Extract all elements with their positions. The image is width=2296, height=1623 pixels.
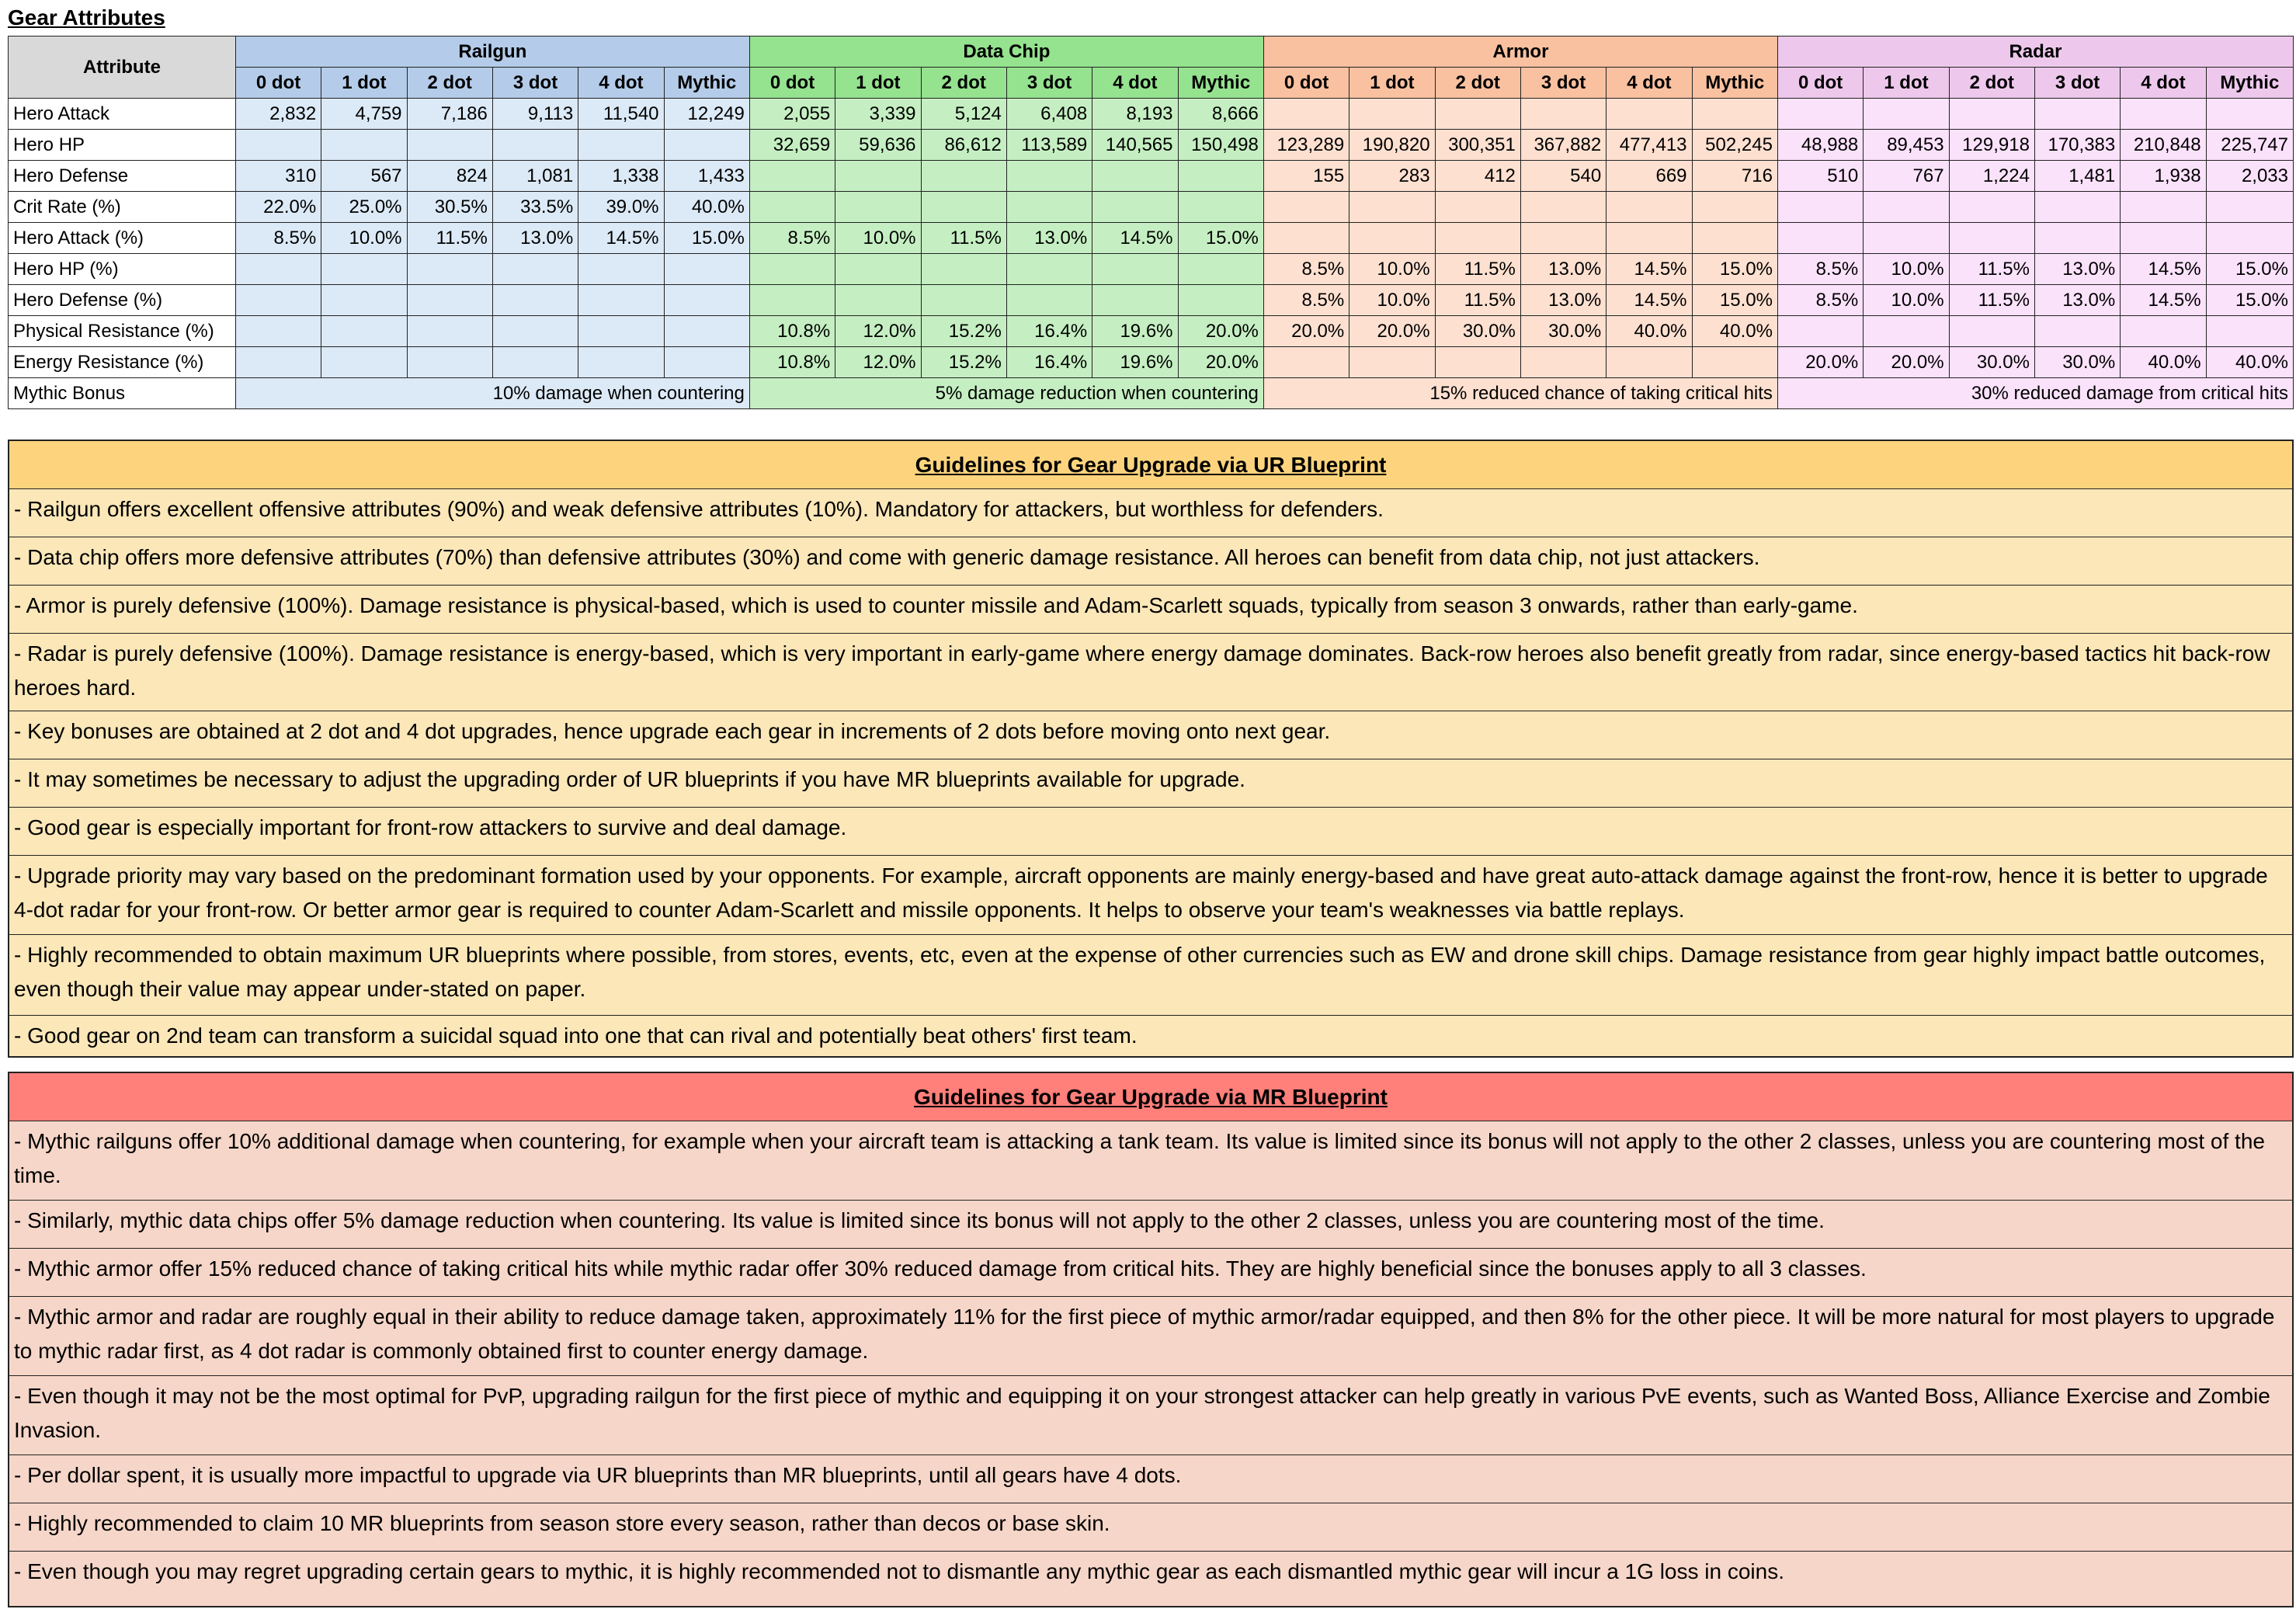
value-cell: 477,413: [1607, 130, 1692, 161]
value-cell: 13.0%: [2034, 285, 2120, 316]
value-cell: 15.0%: [1692, 254, 1777, 285]
mr-guidelines-box: [8, 1072, 2294, 1607]
guideline-item: - Key bonuses are obtained at 2 dot and 4 dot upgrades, hence upgrade each gear in increments of 2 dots before moving onto next gear.: [9, 711, 2292, 759]
guideline-item: - Mythic armor offer 15% reduced chance of taking critical hits while mythic radar offer 30% reduced damage from critical hits. They are highly beneficial since the bonuses apply to all 3 classes.: [9, 1249, 2292, 1297]
value-cell: 40.0%: [2121, 347, 2206, 378]
level-header-radar: 2 dot: [1949, 68, 2034, 99]
value-cell: [749, 285, 835, 316]
level-header-radar: 4 dot: [2121, 68, 2206, 99]
value-cell: [1864, 316, 1949, 347]
value-cell: [1520, 192, 1606, 223]
attribute-header: Attribute: [9, 36, 236, 99]
value-cell: [1607, 347, 1692, 378]
row-label: Crit Rate (%): [9, 192, 236, 223]
value-cell: 123,289: [1263, 130, 1349, 161]
value-cell: 367,882: [1520, 130, 1606, 161]
level-header-datachip: 1 dot: [835, 68, 921, 99]
value-cell: [1349, 347, 1435, 378]
level-header-datachip: Mythic: [1178, 68, 1263, 99]
value-cell: 40.0%: [664, 192, 749, 223]
value-cell: [2034, 316, 2120, 347]
value-cell: [492, 285, 578, 316]
level-header-datachip: 4 dot: [1092, 68, 1178, 99]
value-cell: 210,848: [2121, 130, 2206, 161]
value-cell: [1864, 192, 1949, 223]
value-cell: [1092, 192, 1178, 223]
value-cell: 13.0%: [492, 223, 578, 254]
value-cell: 14.5%: [1607, 254, 1692, 285]
value-cell: [492, 254, 578, 285]
level-header-armor: 4 dot: [1607, 68, 1692, 99]
value-cell: [1349, 99, 1435, 130]
value-cell: 4,759: [321, 99, 407, 130]
value-cell: 33.5%: [492, 192, 578, 223]
value-cell: 19.6%: [1092, 347, 1178, 378]
value-cell: 89,453: [1864, 130, 1949, 161]
guideline-item: - Data chip offers more defensive attributes (70%) than defensive attributes (30%) and come with generic damage resistance. All heroes can benefit from data chip, not just attackers.: [9, 537, 2292, 586]
level-header-railgun: 4 dot: [578, 68, 664, 99]
value-cell: 32,659: [749, 130, 835, 161]
value-cell: 20.0%: [1349, 316, 1435, 347]
level-header-railgun: 1 dot: [321, 68, 407, 99]
value-cell: 14.5%: [2121, 285, 2206, 316]
value-cell: [664, 285, 749, 316]
group-header-railgun: Railgun: [235, 36, 749, 68]
level-header-armor: 3 dot: [1520, 68, 1606, 99]
header-row-levels: [9, 68, 2294, 99]
value-cell: 11.5%: [1435, 285, 1520, 316]
guideline-item: - Similarly, mythic data chips offer 5% damage reduction when countering. Its value is limited since its bonus will not apply to the other 2 classes, unless you are countering most of the time.: [9, 1201, 2292, 1249]
value-cell: 8.5%: [235, 223, 321, 254]
value-cell: [235, 254, 321, 285]
value-cell: [749, 254, 835, 285]
page-title: Gear Attributes: [8, 5, 165, 30]
value-cell: [321, 130, 407, 161]
guideline-item: - Mythic armor and radar are roughly equal in their ability to reduce damage taken, approximately 11% for the first piece of mythic armor/radar equipped, and then 8% for the other piece. It will be more natural for most players to upgrade to mythic radar first, as 4 dot radar is commonly obtained first to counter energy damage.: [9, 1297, 2292, 1376]
value-cell: 225,747: [2206, 130, 2293, 161]
value-cell: 13.0%: [1520, 285, 1606, 316]
value-cell: [321, 285, 407, 316]
value-cell: 12.0%: [835, 316, 921, 347]
table-row: [9, 130, 2294, 161]
value-cell: [2121, 192, 2206, 223]
value-cell: [1006, 192, 1092, 223]
group-header-datachip: Data Chip: [749, 36, 1263, 68]
mr-guidelines-title: Guidelines for Gear Upgrade via MR Blueprint: [9, 1073, 2292, 1121]
level-header-railgun: 0 dot: [235, 68, 321, 99]
value-cell: [407, 316, 492, 347]
mythic-bonus-datachip: 5% damage reduction when countering: [749, 378, 1263, 409]
value-cell: 669: [1607, 161, 1692, 192]
value-cell: 30.0%: [2034, 347, 2120, 378]
value-cell: [321, 347, 407, 378]
value-cell: 15.2%: [921, 347, 1006, 378]
level-header-radar: 0 dot: [1777, 68, 1863, 99]
mythic-bonus-row: [9, 378, 2294, 409]
value-cell: [1692, 347, 1777, 378]
value-cell: [2121, 316, 2206, 347]
value-cell: [492, 316, 578, 347]
value-cell: 10.8%: [749, 347, 835, 378]
value-cell: [1607, 99, 1692, 130]
level-header-armor: 0 dot: [1263, 68, 1349, 99]
value-cell: 502,245: [1692, 130, 1777, 161]
value-cell: 510: [1777, 161, 1863, 192]
value-cell: [2206, 99, 2293, 130]
table-row: [9, 285, 2294, 316]
value-cell: 30.5%: [407, 192, 492, 223]
value-cell: 16.4%: [1006, 347, 1092, 378]
value-cell: 15.0%: [664, 223, 749, 254]
value-cell: 15.0%: [2206, 285, 2293, 316]
row-label: Hero HP: [9, 130, 236, 161]
value-cell: [835, 192, 921, 223]
value-cell: 10.0%: [1864, 254, 1949, 285]
value-cell: [1006, 161, 1092, 192]
value-cell: 540: [1520, 161, 1606, 192]
value-cell: 11,540: [578, 99, 664, 130]
value-cell: [1263, 223, 1349, 254]
value-cell: 567: [321, 161, 407, 192]
value-cell: [921, 192, 1006, 223]
table-row: [9, 316, 2294, 347]
guideline-item: - Mythic railguns offer 10% additional damage when countering, for example when your aircraft team is attacking a tank team. Its value is limited since its bonus will not apply to the other 2 classes, unless you are countering most of the time.: [9, 1121, 2292, 1201]
table-row: [9, 347, 2294, 378]
guideline-item: - Per dollar spent, it is usually more impactful to upgrade via UR blueprints than MR blueprints, until all gears have 4 dots.: [9, 1455, 2292, 1503]
value-cell: 1,481: [2034, 161, 2120, 192]
value-cell: 10.0%: [835, 223, 921, 254]
value-cell: [235, 130, 321, 161]
value-cell: 14.5%: [2121, 254, 2206, 285]
value-cell: [2206, 223, 2293, 254]
row-label: Mythic Bonus: [9, 378, 236, 409]
level-header-armor: 2 dot: [1435, 68, 1520, 99]
value-cell: [1092, 254, 1178, 285]
guideline-item: - It may sometimes be necessary to adjust the upgrading order of UR blueprints if you have MR blueprints available for upgrade.: [9, 759, 2292, 808]
value-cell: 2,033: [2206, 161, 2293, 192]
value-cell: [235, 285, 321, 316]
value-cell: [1006, 285, 1092, 316]
value-cell: 14.5%: [1092, 223, 1178, 254]
value-cell: [1435, 192, 1520, 223]
table-row: [9, 99, 2294, 130]
table-row: [9, 254, 2294, 285]
value-cell: [835, 285, 921, 316]
row-label: Hero HP (%): [9, 254, 236, 285]
value-cell: [1949, 316, 2034, 347]
value-cell: [1178, 192, 1263, 223]
value-cell: [1607, 223, 1692, 254]
row-label: Hero Defense (%): [9, 285, 236, 316]
value-cell: [1435, 347, 1520, 378]
value-cell: 1,433: [664, 161, 749, 192]
value-cell: 6,408: [1006, 99, 1092, 130]
value-cell: 7,186: [407, 99, 492, 130]
value-cell: 2,832: [235, 99, 321, 130]
guideline-item: - Highly recommended to claim 10 MR blueprints from season store every season, rather than decos or base skin.: [9, 1503, 2292, 1552]
value-cell: [664, 254, 749, 285]
value-cell: [1520, 223, 1606, 254]
table-row: [9, 161, 2294, 192]
value-cell: [664, 316, 749, 347]
value-cell: [1349, 192, 1435, 223]
value-cell: 170,383: [2034, 130, 2120, 161]
row-label: Hero Attack: [9, 99, 236, 130]
value-cell: 8.5%: [1263, 254, 1349, 285]
value-cell: [921, 285, 1006, 316]
value-cell: 15.2%: [921, 316, 1006, 347]
value-cell: [1949, 223, 2034, 254]
guideline-item: - Even though it may not be the most optimal for PvP, upgrading railgun for the first piece of mythic and equipping it on your strongest attacker can help greatly in various PvE events, such as Wanted Boss, Alliance Exercise and Zombie Invasion.: [9, 1376, 2292, 1455]
value-cell: [1520, 347, 1606, 378]
level-header-railgun: Mythic: [664, 68, 749, 99]
value-cell: [1692, 223, 1777, 254]
value-cell: [1864, 99, 1949, 130]
value-cell: 40.0%: [1607, 316, 1692, 347]
row-label: Physical Resistance (%): [9, 316, 236, 347]
value-cell: 15.0%: [2206, 254, 2293, 285]
level-header-armor: 1 dot: [1349, 68, 1435, 99]
value-cell: 30.0%: [1435, 316, 1520, 347]
value-cell: [921, 254, 1006, 285]
value-cell: 20.0%: [1178, 347, 1263, 378]
value-cell: [2121, 223, 2206, 254]
value-cell: [2121, 99, 2206, 130]
table-row: [9, 192, 2294, 223]
value-cell: 20.0%: [1864, 347, 1949, 378]
value-cell: [578, 130, 664, 161]
value-cell: 10.0%: [1349, 254, 1435, 285]
guideline-item: - Good gear is especially important for front-row attackers to survive and deal damage.: [9, 808, 2292, 856]
value-cell: 13.0%: [1520, 254, 1606, 285]
value-cell: [1949, 99, 2034, 130]
value-cell: 14.5%: [578, 223, 664, 254]
value-cell: 9,113: [492, 99, 578, 130]
value-cell: [1263, 192, 1349, 223]
value-cell: [1263, 347, 1349, 378]
value-cell: 8,193: [1092, 99, 1178, 130]
value-cell: [2206, 316, 2293, 347]
value-cell: [1435, 223, 1520, 254]
value-cell: 39.0%: [578, 192, 664, 223]
guideline-item: - Highly recommended to obtain maximum UR blueprints where possible, from stores, events, etc, even at the expense of other currencies such as EW and drone skill chips. Damage resistance from gear highly impact battle outcomes, even though their value may appear under-stated on paper.: [9, 935, 2292, 1016]
guideline-item: - Radar is purely defensive (100%). Damage resistance is energy-based, which is very important in early-game where energy damage dominates. Back-row heroes also benefit greatly from radar, since energy-based tactics hit back-row heroes hard.: [9, 634, 2292, 711]
value-cell: [835, 161, 921, 192]
value-cell: 8,666: [1178, 99, 1263, 130]
row-label: Hero Attack (%): [9, 223, 236, 254]
level-header-datachip: 3 dot: [1006, 68, 1092, 99]
level-header-datachip: 2 dot: [921, 68, 1006, 99]
value-cell: [407, 254, 492, 285]
guideline-item: - Railgun offers excellent offensive attributes (90%) and weak defensive attributes (10%). Mandatory for attackers, but worthless for defenders.: [9, 489, 2292, 537]
level-header-radar: 1 dot: [1864, 68, 1949, 99]
value-cell: 300,351: [1435, 130, 1520, 161]
value-cell: 15.0%: [1178, 223, 1263, 254]
level-header-armor: Mythic: [1692, 68, 1777, 99]
value-cell: [1520, 99, 1606, 130]
value-cell: [492, 130, 578, 161]
guideline-item: - Upgrade priority may vary based on the predominant formation used by your opponents. For example, aircraft opponents are mainly energy-based and have great auto-attack damage against the front-row, hence it is better to upgrade 4-dot radar for your front-row. Or better armor gear is required to counter Adam-Scarlett and missile opponents. It helps to observe your team's weaknesses via battle replays.: [9, 856, 2292, 935]
value-cell: [664, 130, 749, 161]
value-cell: [321, 316, 407, 347]
value-cell: 20.0%: [1777, 347, 1863, 378]
value-cell: [2034, 99, 2120, 130]
value-cell: [2034, 223, 2120, 254]
value-cell: 12.0%: [835, 347, 921, 378]
value-cell: 190,820: [1349, 130, 1435, 161]
guideline-item: - Armor is purely defensive (100%). Damage resistance is physical-based, which is used to counter missile and Adam-Scarlett squads, typically from season 3 onwards, rather than early-game.: [9, 586, 2292, 634]
table-row: [9, 223, 2294, 254]
value-cell: [835, 254, 921, 285]
ur-guidelines-box: [8, 440, 2294, 1058]
mythic-bonus-armor: 15% reduced chance of taking critical hits: [1263, 378, 1777, 409]
value-cell: 14.5%: [1607, 285, 1692, 316]
value-cell: 19.6%: [1092, 316, 1178, 347]
value-cell: [1777, 316, 1863, 347]
value-cell: [1092, 161, 1178, 192]
value-cell: [1178, 254, 1263, 285]
value-cell: 310: [235, 161, 321, 192]
value-cell: [1006, 254, 1092, 285]
value-cell: [578, 347, 664, 378]
value-cell: [578, 316, 664, 347]
value-cell: 150,498: [1178, 130, 1263, 161]
level-header-railgun: 2 dot: [407, 68, 492, 99]
value-cell: 20.0%: [1178, 316, 1263, 347]
value-cell: 283: [1349, 161, 1435, 192]
value-cell: [1949, 192, 2034, 223]
value-cell: [578, 285, 664, 316]
value-cell: 155: [1263, 161, 1349, 192]
value-cell: 59,636: [835, 130, 921, 161]
row-label: Hero Defense: [9, 161, 236, 192]
value-cell: 10.0%: [1349, 285, 1435, 316]
value-cell: [749, 192, 835, 223]
value-cell: 3,339: [835, 99, 921, 130]
group-header-armor: Armor: [1263, 36, 1777, 68]
value-cell: 16.4%: [1006, 316, 1092, 347]
gear-attributes-table: [8, 36, 2294, 409]
value-cell: [235, 316, 321, 347]
value-cell: [1692, 192, 1777, 223]
value-cell: 10.0%: [1864, 285, 1949, 316]
value-cell: [664, 347, 749, 378]
row-label: Energy Resistance (%): [9, 347, 236, 378]
value-cell: 8.5%: [1263, 285, 1349, 316]
value-cell: 10.0%: [321, 223, 407, 254]
value-cell: [1349, 223, 1435, 254]
value-cell: 2,055: [749, 99, 835, 130]
value-cell: 40.0%: [1692, 316, 1777, 347]
value-cell: [1263, 99, 1349, 130]
value-cell: 8.5%: [749, 223, 835, 254]
value-cell: [407, 130, 492, 161]
mythic-bonus-radar: 30% reduced damage from critical hits: [1777, 378, 2293, 409]
value-cell: 22.0%: [235, 192, 321, 223]
value-cell: 412: [1435, 161, 1520, 192]
value-cell: 13.0%: [2034, 254, 2120, 285]
value-cell: [407, 347, 492, 378]
value-cell: 11.5%: [407, 223, 492, 254]
value-cell: [1607, 192, 1692, 223]
value-cell: 25.0%: [321, 192, 407, 223]
value-cell: [407, 285, 492, 316]
value-cell: 129,918: [1949, 130, 2034, 161]
ur-guidelines-title: Guidelines for Gear Upgrade via UR Blueprint: [9, 441, 2292, 489]
mythic-bonus-railgun: 10% damage when countering: [235, 378, 749, 409]
value-cell: [578, 254, 664, 285]
value-cell: 13.0%: [1006, 223, 1092, 254]
value-cell: 1,081: [492, 161, 578, 192]
value-cell: [2034, 192, 2120, 223]
level-header-radar: 3 dot: [2034, 68, 2120, 99]
header-row-groups: [9, 36, 2294, 68]
value-cell: 8.5%: [1777, 254, 1863, 285]
value-cell: 1,938: [2121, 161, 2206, 192]
value-cell: [1692, 99, 1777, 130]
level-header-radar: Mythic: [2206, 68, 2293, 99]
value-cell: 113,589: [1006, 130, 1092, 161]
guideline-item: - Even though you may regret upgrading certain gears to mythic, it is highly recommended not to dismantle any mythic gear as each dismantled mythic gear will incur a 1G loss in coins.: [14, 1559, 1784, 1583]
value-cell: 11.5%: [1435, 254, 1520, 285]
value-cell: [1864, 223, 1949, 254]
level-header-railgun: 3 dot: [492, 68, 578, 99]
value-cell: 8.5%: [1777, 285, 1863, 316]
value-cell: [1092, 285, 1178, 316]
guideline-item: - Good gear on 2nd team can transform a suicidal squad into one that can rival and potentially beat others' first team.: [14, 1023, 1138, 1048]
value-cell: 48,988: [1777, 130, 1863, 161]
value-cell: [1777, 192, 1863, 223]
value-cell: 86,612: [921, 130, 1006, 161]
value-cell: 30.0%: [1949, 347, 2034, 378]
value-cell: [749, 161, 835, 192]
value-cell: 11.5%: [921, 223, 1006, 254]
group-header-radar: Radar: [1777, 36, 2293, 68]
value-cell: 15.0%: [1692, 285, 1777, 316]
value-cell: [1777, 99, 1863, 130]
value-cell: 1,224: [1949, 161, 2034, 192]
value-cell: [492, 347, 578, 378]
value-cell: 40.0%: [2206, 347, 2293, 378]
value-cell: 1,338: [578, 161, 664, 192]
value-cell: 20.0%: [1263, 316, 1349, 347]
value-cell: 10.8%: [749, 316, 835, 347]
value-cell: 767: [1864, 161, 1949, 192]
value-cell: 12,249: [664, 99, 749, 130]
value-cell: 11.5%: [1949, 254, 2034, 285]
value-cell: 140,565: [1092, 130, 1178, 161]
value-cell: 30.0%: [1520, 316, 1606, 347]
value-cell: 5,124: [921, 99, 1006, 130]
value-cell: [921, 161, 1006, 192]
value-cell: [321, 254, 407, 285]
value-cell: 716: [1692, 161, 1777, 192]
value-cell: 11.5%: [1949, 285, 2034, 316]
level-header-datachip: 0 dot: [749, 68, 835, 99]
value-cell: [1178, 161, 1263, 192]
value-cell: [1435, 99, 1520, 130]
value-cell: [1777, 223, 1863, 254]
value-cell: [2206, 192, 2293, 223]
value-cell: [235, 347, 321, 378]
value-cell: 824: [407, 161, 492, 192]
value-cell: [1178, 285, 1263, 316]
